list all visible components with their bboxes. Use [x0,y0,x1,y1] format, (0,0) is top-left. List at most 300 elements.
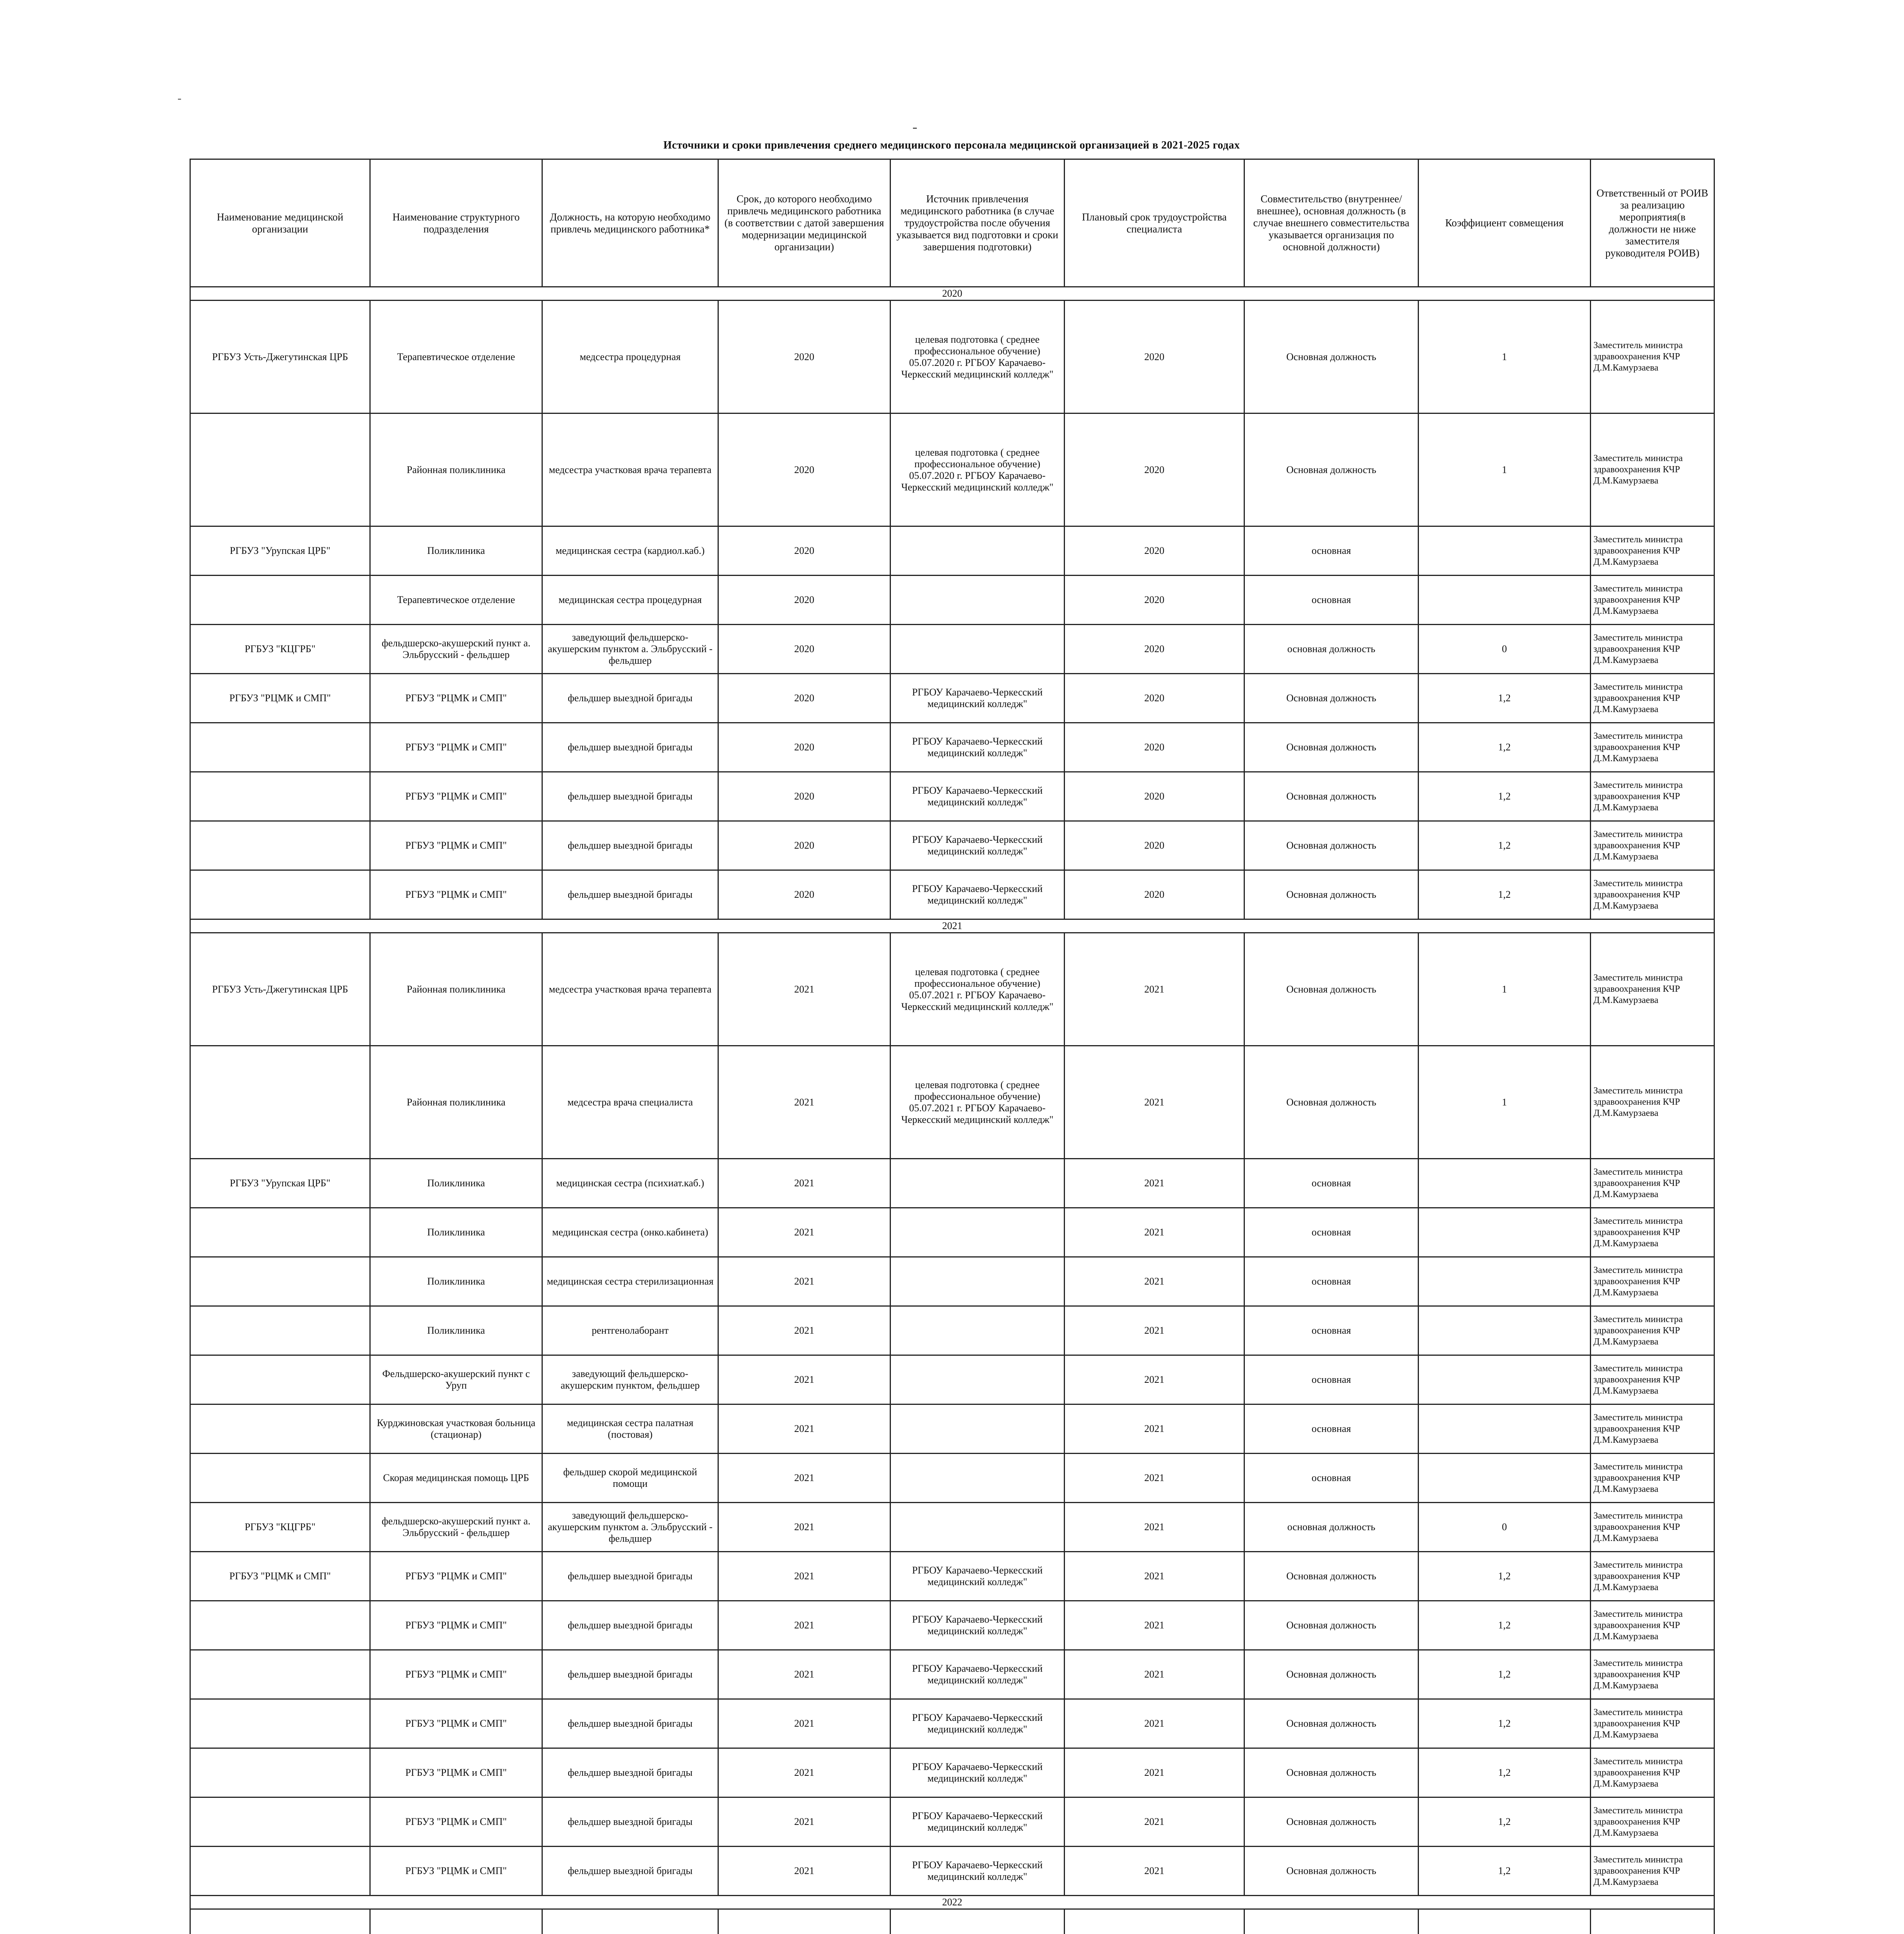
cell-deadline: 2020 [718,870,890,919]
cell-dept: Поликлиника [370,1306,542,1355]
cell-plan: 2021 [1065,1306,1244,1355]
cell-source [890,1503,1065,1552]
table-row [190,1404,1714,1454]
cell-responsible: Заместитель министра здравоохранения КЧР Д.М.Камурзаева [1591,576,1714,625]
cell-combination: основная [1244,526,1419,576]
table-row [190,1208,1714,1257]
cell-position: медицинская сестра (кардиол.каб.) [542,526,718,576]
cell-plan: 2021 [1065,1699,1244,1748]
cell-responsible: Заместитель министра здравоохранения КЧР Д.М.Камурзаева [1591,1454,1714,1503]
cell-deadline: 2021 [718,933,890,1046]
cell-source: РГБОУ Карачаево-Черкесский медицинский колледж" [890,821,1065,870]
scan-speck [178,99,181,100]
cell-combination: Основная должность [1244,1847,1419,1896]
cell-plan: 2020 [1065,821,1244,870]
cell-source: РГБОУ Карачаево-Черкесский медицинский колледж" [890,1650,1065,1699]
cell-coefficient: 1,2 [1419,1601,1591,1650]
cell-plan: 2021 [1065,1601,1244,1650]
cell-responsible: Заместитель министра здравоохранения КЧР Д.М.Камурзаева [1591,301,1714,413]
cell-plan: 2021 [1065,1046,1244,1159]
year-label: 2020 [190,287,1714,301]
cell-dept: РГБУЗ "РЦМК и СМП" [370,1797,542,1847]
cell-deadline: 2020 [718,526,890,576]
cell-combination: Основная должность [1244,933,1419,1046]
cell-org [190,870,370,919]
cell-position: фельдшер выездной бригады [542,674,718,723]
cell-source [890,1208,1065,1257]
cell-deadline: 2021 [718,1650,890,1699]
cell-dept: Терапевтическое отделение [370,576,542,625]
table-row [190,1454,1714,1503]
cell-combination: основная [1244,1257,1419,1306]
cell-combination: основная [1244,1454,1419,1503]
cell-responsible: Заместитель министра здравоохранения КЧР Д.М.Камурзаева [1591,526,1714,576]
cell-combination: Основная должность [1244,1699,1419,1748]
cell-deadline: 2021 [718,1601,890,1650]
cell-source: целевая подготовка ( среднее профессиональное обучение) 05.07.2021 г. РГБОУ Карачаево-Черкесский медицинский колледж" [890,1046,1065,1159]
table-row [190,674,1714,723]
cell-plan: 2020 [1065,674,1244,723]
cell-deadline: 2021 [718,1797,890,1847]
cell-dept: РГБУЗ "РЦМК и СМП" [370,870,542,919]
cell-coefficient: 0 [1419,625,1591,674]
cell-deadline: 2020 [718,674,890,723]
cell-position: фельдшер выездной бригады [542,1601,718,1650]
cell-source: РГБОУ Карачаево-Черкесский медицинский колледж" [890,870,1065,919]
cell-source: целевая подготовка ( среднее профессиональное обучение) 05.07.2020 г. РГБОУ Карачаево-Черкесский медицинский колледж" [890,301,1065,413]
cell-coefficient [1419,1909,1591,1934]
cell-deadline: 2020 [718,413,890,526]
cell-coefficient: 1,2 [1419,821,1591,870]
cell-org [190,723,370,772]
cell-responsible: Заместитель министра здравоохранения КЧР Д.М.Камурзаева [1591,1257,1714,1306]
cell-position: фельдшер выездной бригады [542,1552,718,1601]
cell-combination [1244,1909,1419,1934]
cell-coefficient: 1,2 [1419,723,1591,772]
cell-combination: Основная должность [1244,870,1419,919]
cell-coefficient: 1 [1419,301,1591,413]
cell-position: заведующий фельдшерско-акушерским пунктом, фельдшер [542,1355,718,1404]
cell-dept: РГБУЗ "РЦМК и СМП" [370,1601,542,1650]
cell-combination: основная [1244,1306,1419,1355]
cell-responsible: Заместитель министра здравоохранения КЧР Д.М.Камурзаева [1591,1355,1714,1404]
cell-org [190,1306,370,1355]
table-row [190,1797,1714,1847]
cell-responsible: Заместитель министра здравоохранения КЧР Д.М.Камурзаева [1591,1699,1714,1748]
cell-dept: Поликлиника [370,1159,542,1208]
cell-deadline: 2021 [718,1208,890,1257]
cell-combination: основная [1244,1208,1419,1257]
cell-source: РГБОУ Карачаево-Черкесский медицинский колледж" [890,1748,1065,1797]
cell-responsible: Заместитель министра здравоохранения КЧР Д.М.Камурзаева [1591,870,1714,919]
cell-dept: РГБУЗ "РЦМК и СМП" [370,674,542,723]
col-header-org: Наименование медицинской организации [190,159,370,287]
cell-plan: 2021 [1065,1404,1244,1454]
cell-position: рентгенолаборант [542,1306,718,1355]
cell-dept: фельдшерско-акушерский пункт а. Эльбрусский - фельдшер [370,625,542,674]
cell-position: фельдшер выездной бригады [542,1748,718,1797]
cell-org [190,1847,370,1896]
cell-deadline: 2021 [718,1257,890,1306]
cell-plan: 2021 [1065,1208,1244,1257]
table-row [190,1847,1714,1896]
cell-deadline: 2021 [718,1699,890,1748]
cell-responsible: Заместитель министра здравоохранения КЧР Д.М.Камурзаева [1591,1847,1714,1896]
cell-coefficient: 1 [1419,933,1591,1046]
cell-source: РГБОУ Карачаево-Черкесский медицинский колледж" [890,1847,1065,1896]
cell-responsible: Заместитель министра здравоохранения КЧР Д.М.Камурзаева [1591,1552,1714,1601]
table-row [190,1257,1714,1306]
table-row [190,1306,1714,1355]
cell-plan: 2021 [1065,1503,1244,1552]
year-section-row [190,919,1714,933]
cell-source [890,1159,1065,1208]
cell-dept [370,1909,542,1934]
cell-plan: 2021 [1065,1650,1244,1699]
cell-position: медицинская сестра стерилизационная [542,1257,718,1306]
cell-coefficient: 1,2 [1419,772,1591,821]
cell-org [190,1699,370,1748]
cell-source: РГБОУ Карачаево-Черкесский медицинский колледж" [890,1601,1065,1650]
cell-source: РГБОУ Карачаево-Черкесский медицинский колледж" [890,1699,1065,1748]
cell-dept: РГБУЗ "РЦМК и СМП" [370,821,542,870]
cell-position: фельдшер выездной бригады [542,1847,718,1896]
year-label: 2022 [190,1896,1714,1909]
cell-position: заведующий фельдшерско-акушерским пунктом а. Эльбрусский - фельдшер [542,1503,718,1552]
cell-org: РГБУЗ Усть-Джегутинская ЦРБ [190,933,370,1046]
cell-combination: Основная должность [1244,821,1419,870]
cell-org [190,772,370,821]
cell-org [190,1797,370,1847]
cell-deadline: 2021 [718,1454,890,1503]
cell-org [190,1355,370,1404]
table-row [190,1159,1714,1208]
cell-responsible: Заместитель министра здравоохранения КЧР Д.М.Камурзаева [1591,1503,1714,1552]
cell-position: медсестра участковая врача терапевта [542,413,718,526]
cell-dept: РГБУЗ "РЦМК и СМП" [370,723,542,772]
cell-plan: 2020 [1065,625,1244,674]
table-header [190,159,1714,287]
cell-deadline: 2020 [718,723,890,772]
cell-responsible: Заместитель министра здравоохранения КЧР Д.М.Камурзаева [1591,1797,1714,1847]
cell-dept: Фельдшерско-акушерский пункт с Уруп [370,1355,542,1404]
cell-org [190,1257,370,1306]
cell-coefficient [1419,1454,1591,1503]
cell-deadline: 2021 [718,1503,890,1552]
cell-org: РГБУЗ "Урупская ЦРБ" [190,1159,370,1208]
cell-org [190,1454,370,1503]
cell-combination: основная [1244,1404,1419,1454]
cell-source [890,526,1065,576]
page-title: Источники и сроки привлечения среднего медицинского персонала медицинской организацией в 2021-2025 годах [663,139,1240,151]
cell-deadline: 2021 [718,1552,890,1601]
cell-plan: 2021 [1065,1257,1244,1306]
year-label: 2021 [190,919,1714,933]
cell-position: фельдшер выездной бригады [542,1797,718,1847]
cell-position: медсестра участковая врача терапевта [542,933,718,1046]
cell-org [190,1046,370,1159]
cell-combination: основная [1244,576,1419,625]
cell-plan [1065,1909,1244,1934]
cell-source [890,1306,1065,1355]
cell-plan: 2020 [1065,870,1244,919]
cell-coefficient: 0 [1419,1503,1591,1552]
cell-combination: Основная должность [1244,1046,1419,1159]
cell-plan: 2021 [1065,1847,1244,1896]
table-row [190,1909,1714,1934]
table-row [190,870,1714,919]
staffing-table [190,159,1715,1934]
cell-deadline: 2021 [718,1404,890,1454]
cell-combination: Основная должность [1244,772,1419,821]
year-section-row [190,287,1714,301]
cell-source [890,1454,1065,1503]
cell-org [190,1748,370,1797]
cell-combination: Основная должность [1244,1601,1419,1650]
cell-deadline: 2021 [718,1847,890,1896]
cell-plan: 2021 [1065,1454,1244,1503]
cell-position: медсестра процедурная [542,301,718,413]
cell-responsible: Заместитель министра здравоохранения КЧР Д.М.Камурзаева [1591,413,1714,526]
cell-deadline: 2021 [718,1046,890,1159]
table-row [190,1355,1714,1404]
cell-source [890,1909,1065,1934]
cell-coefficient: 1,2 [1419,674,1591,723]
cell-position: медицинская сестра (онко.кабинета) [542,1208,718,1257]
cell-source [890,625,1065,674]
cell-org: РГБУЗ "РЦМК и СМП" [190,1552,370,1601]
cell-source [890,1257,1065,1306]
cell-deadline: 2020 [718,301,890,413]
cell-responsible: Заместитель министра здравоохранения КЧР Д.М.Камурзаева [1591,933,1714,1046]
table-row [190,1552,1714,1601]
cell-dept: Районная поликлиника [370,413,542,526]
cell-plan: 2021 [1065,1159,1244,1208]
cell-plan: 2020 [1065,526,1244,576]
cell-deadline: 2020 [718,821,890,870]
cell-coefficient: 1,2 [1419,1699,1591,1748]
cell-deadline: 2021 [718,1159,890,1208]
cell-deadline: 2020 [718,772,890,821]
cell-dept: РГБУЗ "РЦМК и СМП" [370,1552,542,1601]
table-row [190,933,1714,1046]
cell-deadline: 2021 [718,1748,890,1797]
table-row [190,576,1714,625]
table-row [190,301,1714,413]
cell-dept: Поликлиника [370,1257,542,1306]
cell-combination: основная [1244,1355,1419,1404]
table-row [190,1046,1714,1159]
cell-deadline: 2020 [718,625,890,674]
table-row [190,1650,1714,1699]
cell-coefficient [1419,526,1591,576]
cell-source [890,576,1065,625]
table-row [190,772,1714,821]
cell-source: целевая подготовка ( среднее профессиональное обучение) 05.07.2020 г. РГБОУ Карачаево-Черкесский медицинский колледж" [890,413,1065,526]
cell-position: медицинская сестра (психиат.каб.) [542,1159,718,1208]
col-header-combination: Совместительство (внутреннее/внешнее), основная должность (в случае внешнего совместительства указывается организация по основной должности) [1244,159,1419,287]
cell-org: РГБУЗ "КЦГРБ" [190,1503,370,1552]
cell-source: РГБОУ Карачаево-Черкесский медицинский колледж" [890,674,1065,723]
table-row [190,625,1714,674]
cell-position [542,1909,718,1934]
cell-combination: Основная должность [1244,301,1419,413]
table-row [190,723,1714,772]
cell-org [190,1601,370,1650]
cell-deadline: 2020 [718,576,890,625]
cell-dept: РГБУЗ "РЦМК и СМП" [370,1847,542,1896]
cell-dept: РГБУЗ "РЦМК и СМП" [370,1699,542,1748]
table-body [190,287,1714,1934]
cell-plan: 2021 [1065,933,1244,1046]
cell-org [190,1208,370,1257]
cell-coefficient [1419,1159,1591,1208]
cell-source: РГБОУ Карачаево-Черкесский медицинский колледж" [890,1552,1065,1601]
cell-responsible: Заместитель министра здравоохранения КЧР Д.М.Камурзаева [1591,1159,1714,1208]
cell-position: фельдшер выездной бригады [542,1650,718,1699]
cell-position: медсестра врача специалиста [542,1046,718,1159]
cell-dept: Терапевтическое отделение [370,301,542,413]
cell-deadline [718,1909,890,1934]
cell-coefficient: 1,2 [1419,1797,1591,1847]
cell-plan: 2020 [1065,576,1244,625]
cell-responsible: Заместитель министра здравоохранения КЧР Д.М.Камурзаева [1591,1601,1714,1650]
cell-org [190,576,370,625]
col-header-deadline: Срок, до которого необходимо привлечь медицинского работника (в соответствии с датой завершения модернизации медицинской организации) [718,159,890,287]
cell-position: фельдшер выездной бригады [542,723,718,772]
cell-coefficient [1419,1355,1591,1404]
cell-dept: Районная поликлиника [370,933,542,1046]
cell-coefficient [1419,1208,1591,1257]
cell-responsible: Заместитель министра здравоохранения КЧР Д.М.Камурзаева [1591,1404,1714,1454]
cell-coefficient [1419,1404,1591,1454]
cell-responsible: Заместитель министра здравоохранения КЧР Д.М.Камурзаева [1591,625,1714,674]
cell-combination: Основная должность [1244,723,1419,772]
cell-responsible: Заместитель министра здравоохранения КЧР Д.М.Камурзаева [1591,674,1714,723]
cell-org: РГБУЗ "Урупская ЦРБ" [190,526,370,576]
table-row [190,526,1714,576]
cell-org [190,413,370,526]
cell-deadline: 2021 [718,1306,890,1355]
cell-dept: РГБУЗ "РЦМК и СМП" [370,1650,542,1699]
cell-plan: 2021 [1065,1552,1244,1601]
col-header-dept: Наименование структурного подразделения [370,159,542,287]
cell-position: медицинская сестра процедурная [542,576,718,625]
cell-plan: 2020 [1065,723,1244,772]
cell-plan: 2021 [1065,1355,1244,1404]
cell-combination: Основная должность [1244,1650,1419,1699]
cell-responsible: Заместитель министра здравоохранения КЧР Д.М.Камурзаева [1591,723,1714,772]
col-header-source: Источник привлечения медицинского работника (в случае трудоустройства после обучения указывается вид подготовки и сроки завершения подготовки) [890,159,1065,287]
cell-coefficient: 1,2 [1419,1552,1591,1601]
col-header-plan: Плановый срок трудоустройства специалиста [1065,159,1244,287]
cell-coefficient: 1 [1419,1046,1591,1159]
cell-source: РГБОУ Карачаево-Черкесский медицинский колледж" [890,1797,1065,1847]
cell-org: РГБУЗ Усть-Джегутинская ЦРБ [190,301,370,413]
cell-coefficient [1419,576,1591,625]
col-header-coefficient: Коэффициент совмещения [1419,159,1591,287]
table-row [190,821,1714,870]
cell-position: фельдшер выездной бригады [542,870,718,919]
cell-source [890,1355,1065,1404]
cell-coefficient: 1,2 [1419,1748,1591,1797]
cell-coefficient: 1 [1419,413,1591,526]
cell-combination: Основная должность [1244,1797,1419,1847]
cell-coefficient [1419,1306,1591,1355]
cell-dept: Курджиновская участковая больница (стационар) [370,1404,542,1454]
cell-responsible [1591,1909,1714,1934]
cell-responsible: Заместитель министра здравоохранения КЧР Д.М.Камурзаева [1591,1748,1714,1797]
scan-speck [913,128,917,129]
cell-position: фельдшер выездной бригады [542,1699,718,1748]
cell-responsible: Заместитель министра здравоохранения КЧР Д.М.Камурзаева [1591,1306,1714,1355]
cell-combination: Основная должность [1244,1748,1419,1797]
cell-source [890,1404,1065,1454]
cell-position: фельдшер выездной бригады [542,772,718,821]
cell-deadline: 2021 [718,1355,890,1404]
col-header-responsible: Ответственный от РОИВ за реализацию мероприятия(в должности не ниже заместителя руководителя РОИВ) [1591,159,1714,287]
cell-dept: Поликлиника [370,1208,542,1257]
cell-plan: 2020 [1065,413,1244,526]
cell-org: РГБУЗ "КЦГРБ" [190,625,370,674]
cell-position: заведующий фельдшерско-акушерским пунктом а. Эльбрусский - фельдшер [542,625,718,674]
cell-combination: основная должность [1244,1503,1419,1552]
cell-position: медицинская сестра палатная (постовая) [542,1404,718,1454]
table-row [190,1503,1714,1552]
cell-coefficient [1419,1257,1591,1306]
cell-responsible: Заместитель министра здравоохранения КЧР Д.М.Камурзаева [1591,1650,1714,1699]
cell-coefficient: 1,2 [1419,1650,1591,1699]
cell-org [190,1650,370,1699]
cell-plan: 2021 [1065,1797,1244,1847]
cell-responsible: Заместитель министра здравоохранения КЧР Д.М.Камурзаева [1591,1046,1714,1159]
table-row [190,1748,1714,1797]
cell-plan: 2021 [1065,1748,1244,1797]
cell-combination: основная [1244,1159,1419,1208]
cell-dept: Поликлиника [370,526,542,576]
cell-org: РГБУЗ "РЦМК и СМП" [190,674,370,723]
cell-plan: 2020 [1065,301,1244,413]
table-row [190,1601,1714,1650]
cell-combination: Основная должность [1244,413,1419,526]
cell-combination: Основная должность [1244,1552,1419,1601]
cell-dept: РГБУЗ "РЦМК и СМП" [370,772,542,821]
table-row [190,413,1714,526]
col-header-position: Должность, на которую необходимо привлечь медицинского работника* [542,159,718,287]
table-row [190,1699,1714,1748]
cell-position: фельдшер выездной бригады [542,821,718,870]
cell-dept: РГБУЗ "РЦМК и СМП" [370,1748,542,1797]
cell-coefficient: 1,2 [1419,870,1591,919]
cell-org [190,1404,370,1454]
cell-responsible: Заместитель министра здравоохранения КЧР Д.М.Камурзаева [1591,772,1714,821]
year-section-row [190,1896,1714,1909]
cell-org [190,821,370,870]
cell-responsible: Заместитель министра здравоохранения КЧР Д.М.Камурзаева [1591,821,1714,870]
cell-source: РГБОУ Карачаево-Черкесский медицинский колледж" [890,723,1065,772]
cell-org [190,1909,370,1934]
cell-dept: Районная поликлиника [370,1046,542,1159]
cell-dept: Скорая медицинская помощь ЦРБ [370,1454,542,1503]
cell-source: целевая подготовка ( среднее профессиональное обучение) 05.07.2021 г. РГБОУ Карачаево-Черкесский медицинский колледж" [890,933,1065,1046]
cell-plan: 2020 [1065,772,1244,821]
cell-position: фельдшер скорой медицинской помощи [542,1454,718,1503]
cell-combination: Основная должность [1244,674,1419,723]
cell-coefficient: 1,2 [1419,1847,1591,1896]
cell-dept: фельдшерско-акушерский пункт а. Эльбрусский - фельдшер [370,1503,542,1552]
cell-source: РГБОУ Карачаево-Черкесский медицинский колледж" [890,772,1065,821]
cell-combination: основная должность [1244,625,1419,674]
